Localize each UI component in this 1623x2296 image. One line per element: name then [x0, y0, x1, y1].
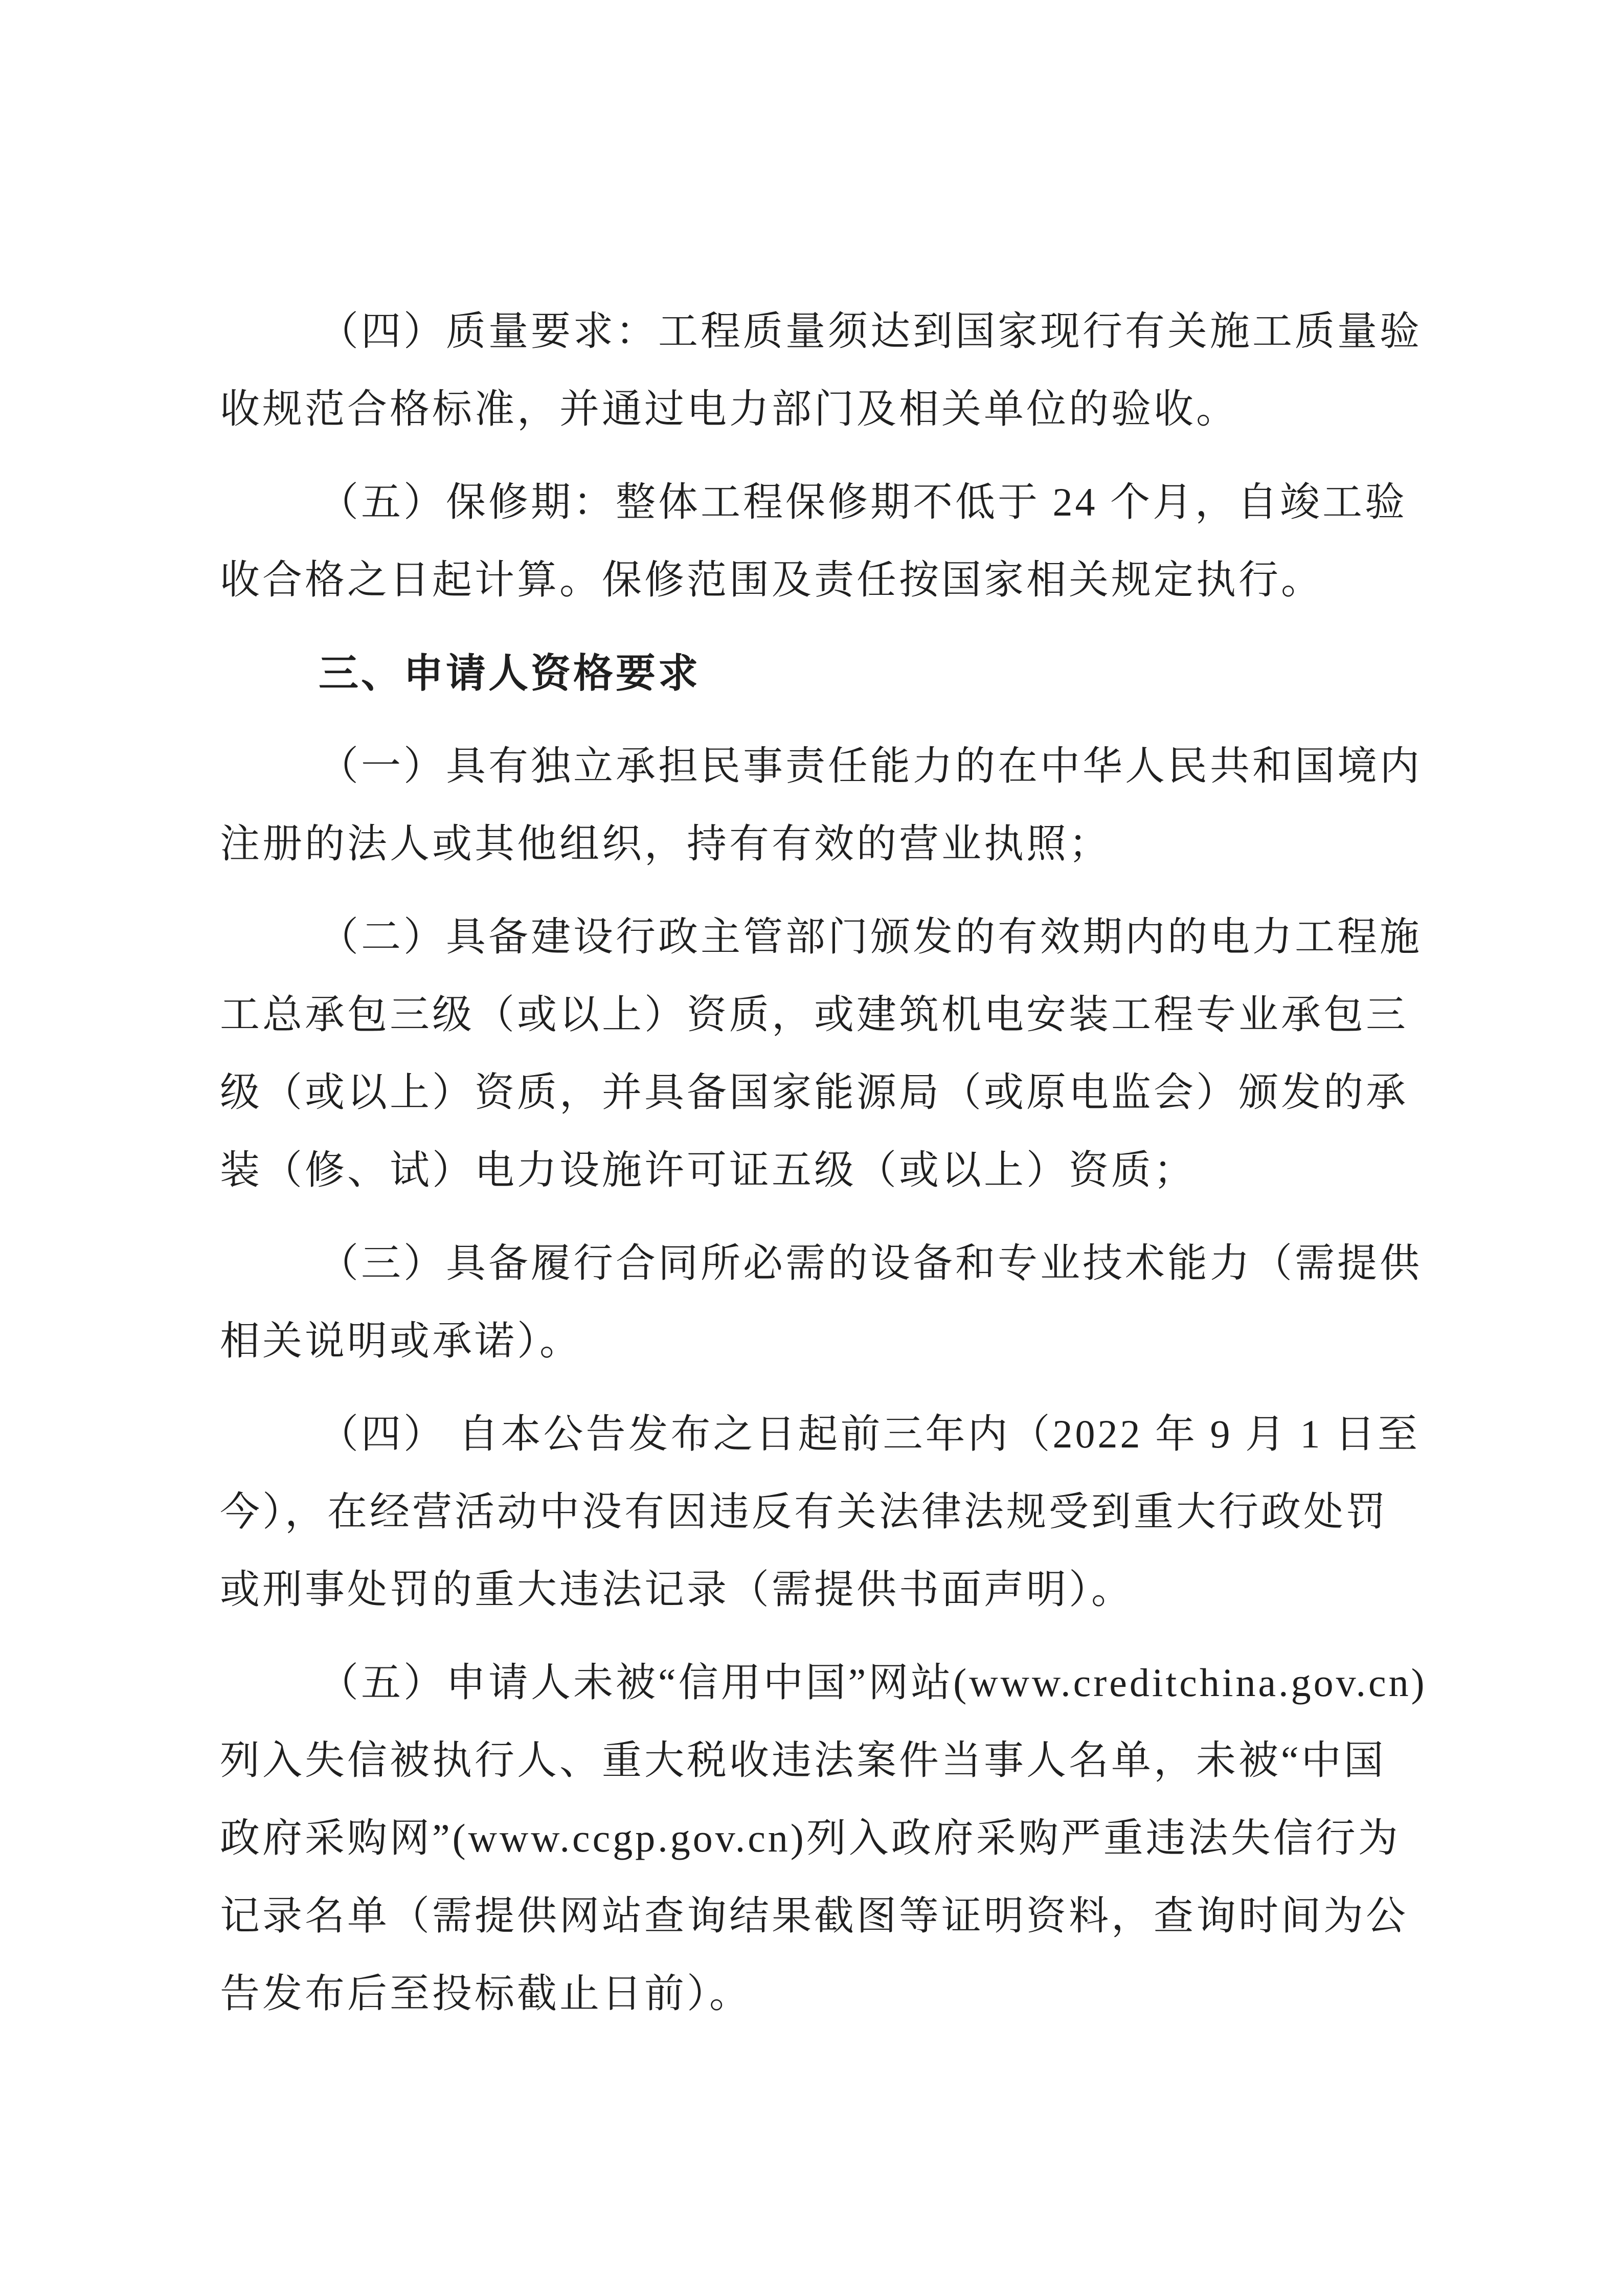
text-line: （二）具备建设行政主管部门颁发的有效期内的电力工程施	[319, 915, 1423, 959]
text-line: 政府采购网”(www.ccgp.gov.cn)列入政府采购严重违法失信行为	[220, 1816, 1401, 1860]
text-line: （四） 自本公告发布之日起前三年内（2022 年 9 月 1 日至	[319, 1412, 1421, 1456]
qualification-item-3	[220, 1224, 1437, 1380]
text-line: 列入失信被执行人、重大税收违法案件当事人名单，未被“中国	[220, 1738, 1386, 1782]
text-line: （四）质量要求：工程质量须达到国家现行有关施工质量验	[319, 309, 1423, 353]
qualification-item-4	[220, 1395, 1437, 1629]
text-line: 收规范合格标准，并通过电力部门及相关单位的验收。	[220, 387, 1239, 431]
text-line: （五）保修期：整体工程保修期不低于 24 个月，自竣工验	[319, 480, 1408, 524]
text-line: 或刑事处罚的重大违法记录（需提供书面声明）。	[220, 1567, 1134, 1612]
text-line: 装（修、试）电力设施许可证五级（或以上）资质；	[220, 1148, 1197, 1192]
document-body	[220, 293, 1437, 2033]
qualification-item-1	[220, 727, 1437, 883]
text-line: 记录名单（需提供网站查询结果截图等证明资料，查询时间为公	[220, 1893, 1409, 1938]
text-line: 相关说明或承诺）。	[220, 1319, 582, 1363]
qualification-item-2	[220, 898, 1437, 1209]
section-heading-applicant-qualifications	[220, 634, 1437, 712]
text-line: 告发布后至投标截止日前）。	[220, 1971, 752, 2016]
text-line: 级（或以上）资质，并具备国家能源局（或原电监会）颁发的承	[220, 1070, 1409, 1114]
text-line: 收合格之日起计算。保修范围及责任按国家相关规定执行。	[220, 558, 1324, 602]
text-line: 今），在经营活动中没有因违反有关法律法规受到重大行政处罚	[220, 1489, 1389, 1534]
text-line: （一）具有独立承担民事责任能力的在中华人民共和国境内	[319, 744, 1423, 788]
qualification-item-5	[220, 1644, 1437, 2033]
text-line: 注册的法人或其他组织，持有有效的营业执照；	[220, 821, 1112, 866]
text-line: 工总承包三级（或以上）资质，或建筑机电安装工程专业承包三	[220, 992, 1409, 1037]
text-line: （五）申请人未被“信用中国”网站(www.creditchina.gov.cn)	[319, 1660, 1427, 1705]
clause-4-quality-requirements	[220, 293, 1437, 448]
clause-5-warranty-period	[220, 463, 1437, 619]
section-heading-text: 三、申请人资格要求	[319, 651, 701, 696]
text-line: （三）具备履行合同所必需的设备和专业技术能力（需提供	[319, 1241, 1423, 1285]
